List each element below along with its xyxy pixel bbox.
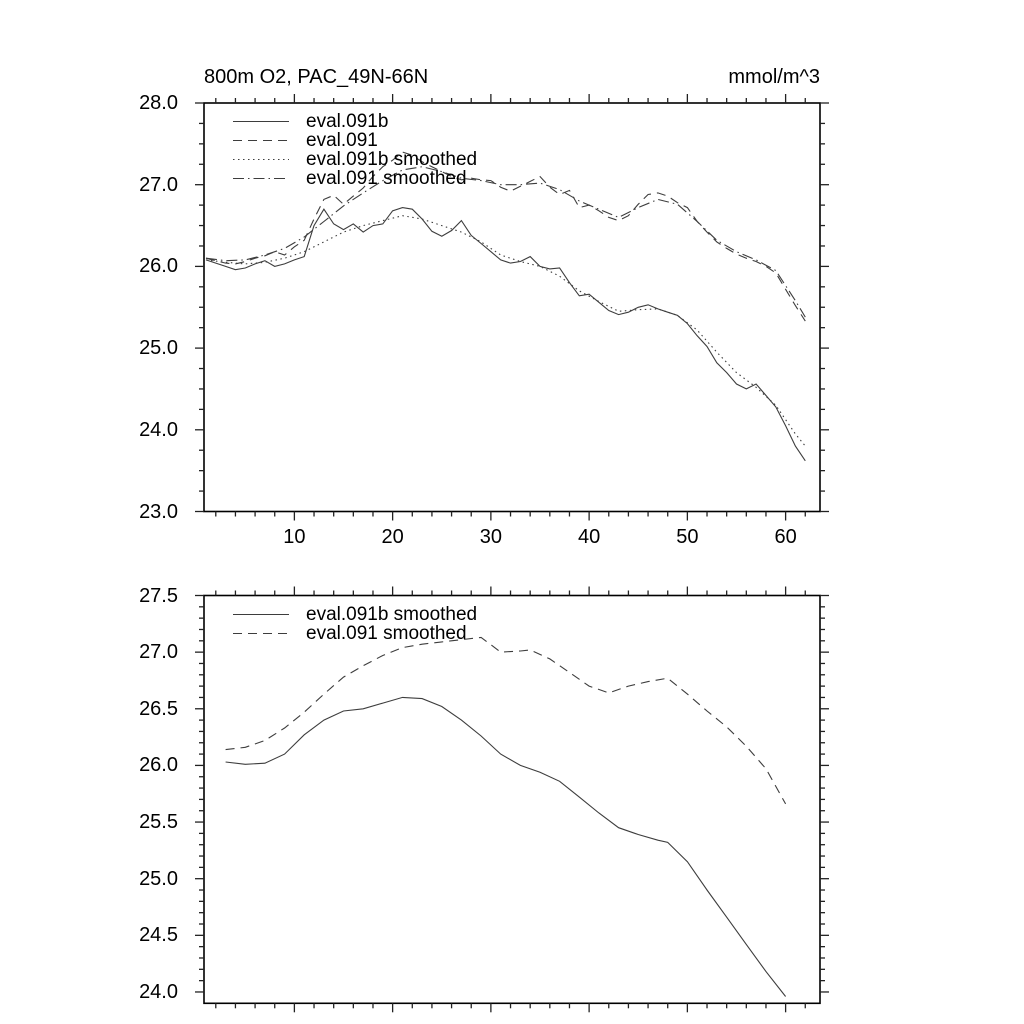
legend-label: eval.091b smoothed [306, 604, 478, 625]
x-tick-label: 10 [283, 525, 306, 548]
y-tick-label: 28.0 [139, 92, 178, 114]
series-eval-091b-smoothed [206, 216, 805, 446]
dashed-line-sample [233, 624, 289, 643]
legend-bottom-panel [233, 605, 477, 643]
legend-label: eval.091 smoothed [306, 168, 467, 189]
series-eval-091-smoothed [226, 637, 786, 804]
y-tick-label: 24.0 [139, 980, 178, 1003]
solid-line-sample [233, 112, 289, 131]
y-tick-label: 27.0 [139, 173, 178, 196]
legend-label: eval.091 [306, 130, 378, 151]
legend-entry [233, 150, 477, 169]
dashdot-line-sample [233, 169, 289, 188]
dashed-line-sample [233, 131, 289, 150]
x-tick-label: 60 [774, 525, 797, 548]
legend-entry [233, 624, 477, 643]
legend-top-panel [233, 112, 477, 188]
y-tick-label: 26.5 [139, 697, 178, 720]
chart-title: 800m O2, PAC_49N-66N [204, 66, 429, 88]
dotted-line-sample [233, 150, 289, 169]
legend-entry [233, 605, 477, 624]
y-tick-label: 26.0 [139, 255, 178, 278]
legend-entry [233, 112, 477, 131]
x-tick-label: 30 [479, 525, 502, 548]
series-eval-091b-smoothed [226, 697, 786, 996]
chart-units-label: mmol/m^3 [728, 66, 820, 88]
y-tick-label: 23.0 [139, 500, 178, 523]
legend-label: eval.091b smoothed [306, 149, 478, 170]
legend-entry [233, 169, 477, 188]
legend-label: eval.091 smoothed [306, 623, 467, 644]
legend-entry [233, 131, 477, 150]
x-tick-label: 50 [676, 525, 699, 548]
y-tick-label: 27.0 [139, 641, 178, 664]
legend-label: eval.091b [306, 111, 389, 132]
x-tick-label: 40 [577, 525, 601, 548]
x-tick-label: 20 [381, 525, 404, 548]
y-tick-label: 26.0 [139, 754, 178, 777]
y-tick-label: 25.5 [139, 811, 178, 834]
y-tick-label: 24.5 [139, 924, 178, 947]
solid-line-sample [233, 605, 289, 624]
y-tick-label: 25.0 [139, 867, 178, 890]
y-tick-label: 24.0 [139, 418, 178, 441]
y-tick-label: 27.5 [139, 584, 178, 607]
y-tick-label: 25.0 [139, 337, 178, 360]
